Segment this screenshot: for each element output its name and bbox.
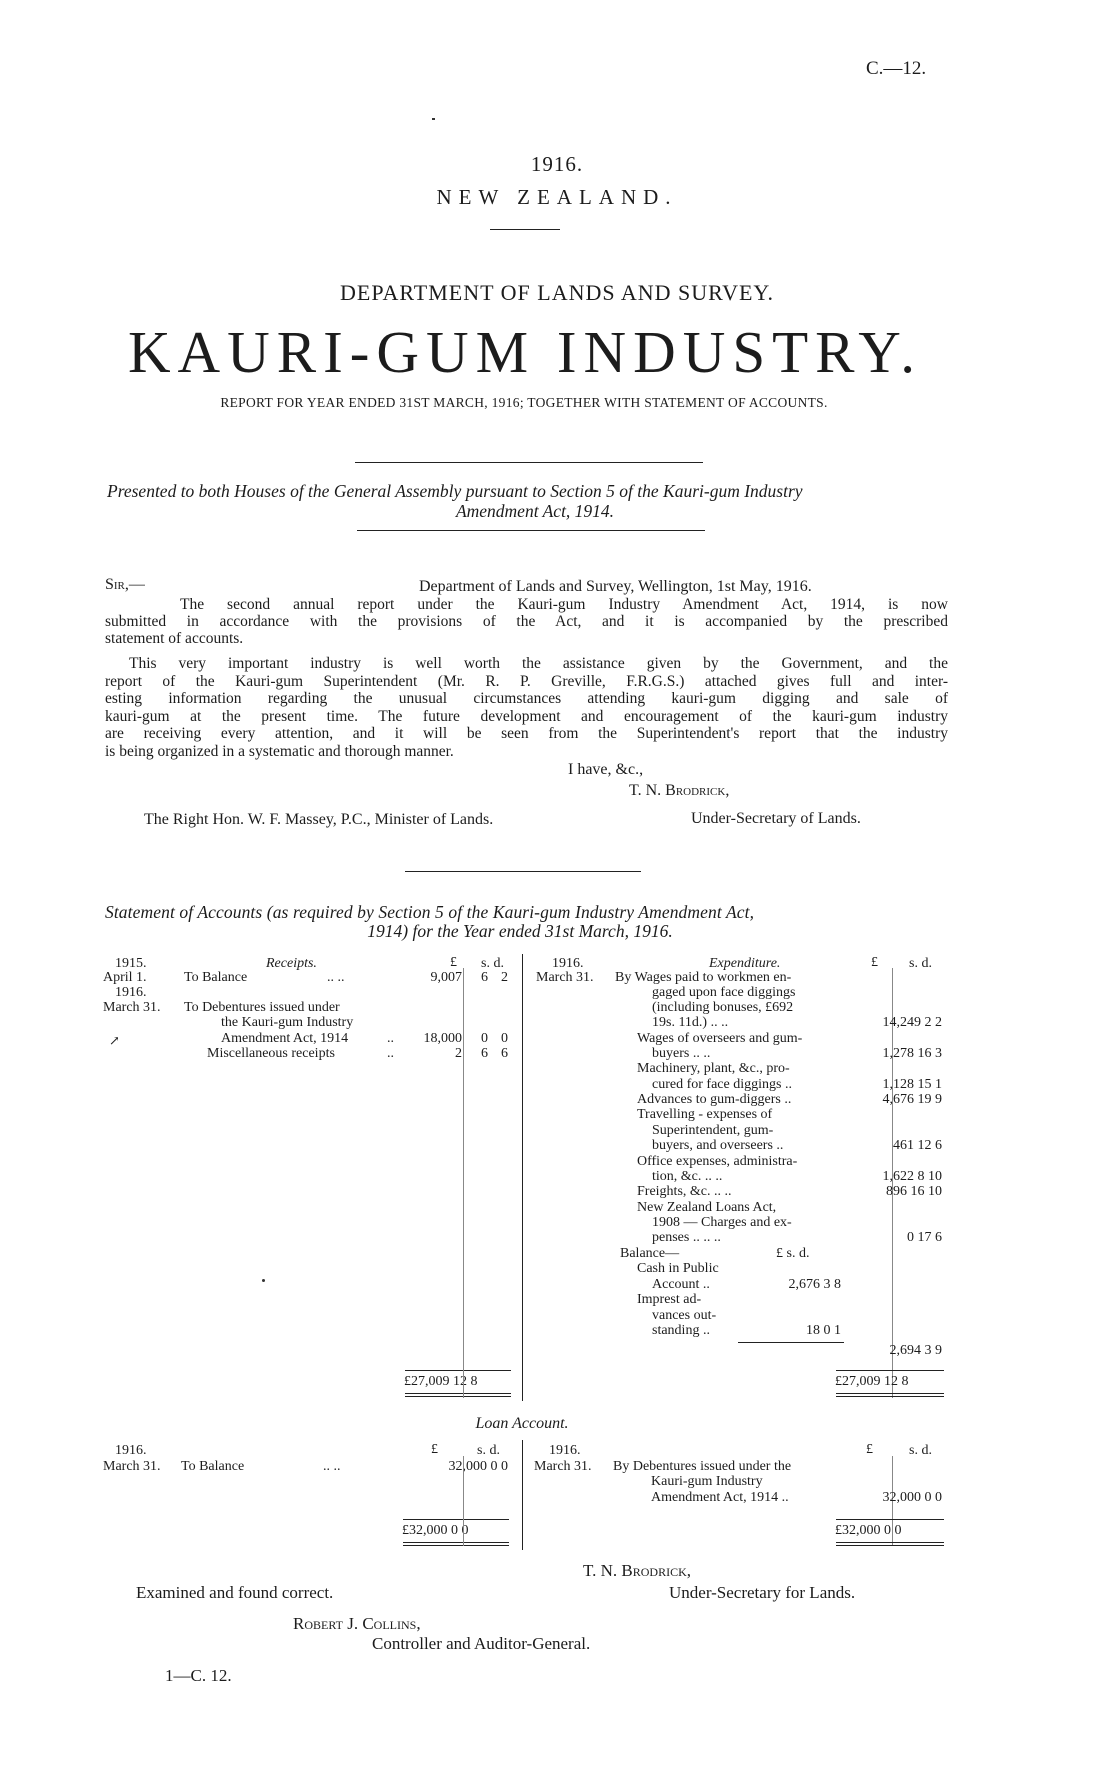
receipts-row-1-pounds: 9,007 <box>430 970 462 985</box>
loan-left-total-rule-top <box>403 1519 509 1520</box>
loan-account-title: Loan Account. <box>475 1415 569 1432</box>
balance-amount-2: 2,676 3 8 <box>788 1277 841 1292</box>
receipts-total-rule-bottom-2 <box>405 1396 511 1397</box>
receipts-row-6-leader: .. <box>387 1046 394 1061</box>
receipts-row-6-pounds: 2 <box>455 1046 462 1061</box>
paper-reference: C.—12. <box>866 58 927 79</box>
letter-signatory-title: Under-Secretary of Lands. <box>691 810 861 827</box>
loan-left-leader: .. .. <box>323 1459 341 1474</box>
loan-left-col-pounds: £ <box>431 1442 438 1457</box>
country: NEW ZEALAND. <box>436 185 678 209</box>
expenditure-line-15: Freights, &c. .. .. <box>637 1184 732 1199</box>
receipts-row-5-text: Amendment Act, 1914 <box>221 1031 349 1046</box>
presented-line-1: Presented to both Houses of the General Assembly pursuant to Section 5 of the Kauri-gum Industry <box>107 481 803 501</box>
statement-center-divider <box>522 954 523 1401</box>
loan-right-total: £32,000 0 0 <box>835 1523 902 1538</box>
balance-amount-5: 18 0 1 <box>806 1323 841 1338</box>
expenditure-amount-9: 4,676 19 9 <box>882 1092 942 1107</box>
loan-left-total-rule-bottom-1 <box>403 1542 509 1543</box>
footer-auditor-title: Controller and Auditor-General. <box>372 1634 591 1653</box>
balance-line-1: Cash in Public <box>637 1261 719 1276</box>
loan-left-total: £32,000 0 0 <box>402 1523 469 1538</box>
letter-paragraph-2-line-4: kauri-gum at the present time. The future development and encouragement of the kauri-gum industry <box>105 708 948 725</box>
expenditure-total-rule-bottom-1 <box>836 1393 944 1394</box>
expenditure-amount-6: 1,278 16 3 <box>882 1046 942 1061</box>
loan-left-date: March 31. <box>103 1459 161 1474</box>
letter-addressee: The Right Hon. W. F. Massey, P.C., Minister of Lands. <box>144 811 494 828</box>
expenditure-year: 1916. <box>552 956 584 971</box>
loan-right-line-1: By Debentures issued under the <box>613 1459 792 1474</box>
receipts-row-6-pence: 6 <box>501 1046 508 1061</box>
receipts-year: 1915. <box>115 956 147 971</box>
letter-salutation: Sir,— <box>105 576 145 593</box>
expenditure-date: March 31. <box>536 970 594 985</box>
loan-left-col-sd: s. d. <box>477 1443 500 1458</box>
letter-paragraph-2-line-6: is being organized in a systematic and thorough manner. <box>105 743 454 760</box>
balance-total: 2,694 3 9 <box>889 1343 942 1358</box>
expenditure-amount-12: 461 12 6 <box>893 1138 942 1153</box>
receipts-row-2-date: 1916. <box>115 985 147 1000</box>
statement-title-line-1: Statement of Accounts (as required by Section 5 of the Kauri-gum Industry Amendment Act, <box>105 902 755 922</box>
loan-left-pounds-divider <box>463 1456 464 1546</box>
loan-center-divider <box>522 1440 523 1550</box>
receipts-row-1-shillings: 6 <box>481 970 488 985</box>
footer-auditor: Robert J. Collins, <box>293 1614 421 1633</box>
year: 1916. <box>530 152 584 176</box>
receipts-row-4-text: the Kauri-gum Industry <box>221 1015 354 1030</box>
expenditure-line-2: gaged upon face diggings <box>652 985 796 1000</box>
loan-left-amount: 32,000 0 0 <box>448 1459 508 1474</box>
receipts-row-1-pence: 2 <box>501 970 508 985</box>
statement-title-line-2: 1914) for the Year ended 31st March, 1916. <box>367 921 673 941</box>
loan-right-col-pounds: £ <box>866 1442 873 1457</box>
letter-divider <box>405 871 641 872</box>
expenditure-total: £27,009 12 8 <box>835 1374 909 1389</box>
expenditure-line-4: 19s. 11d.) .. .. <box>652 1015 729 1030</box>
presented-line-2: Amendment Act, 1914. <box>455 501 615 521</box>
expenditure-line-16: New Zealand Loans Act, <box>637 1200 777 1215</box>
loan-right-year: 1916. <box>549 1443 581 1458</box>
letter-paragraph-2-line-3: esting information regarding the unusual circumstances attending kauri-gum digging and sale of <box>105 690 948 707</box>
speck-mark <box>432 118 435 120</box>
expenditure-total-rule-bottom-2 <box>836 1396 944 1397</box>
expenditure-col-pounds: £ <box>871 955 878 970</box>
loan-left-text: To Balance <box>181 1459 245 1474</box>
letter-dateline: Department of Lands and Survey, Wellington, 1st May, 1916. <box>419 578 812 595</box>
loan-right-date: March 31. <box>534 1459 592 1474</box>
balance-line-4: vances out- <box>652 1308 717 1323</box>
receipts-row-1-leader: .. .. <box>327 970 345 985</box>
loan-right-col-sd: s. d. <box>909 1443 932 1458</box>
receipts-pounds-divider <box>463 968 464 1398</box>
footer-examined: Examined and found correct. <box>136 1583 334 1602</box>
receipts-row-1-text: To Balance <box>184 970 248 985</box>
stray-ink-dot <box>262 1279 265 1282</box>
loan-right-line-2: Kauri-gum Industry <box>651 1474 763 1489</box>
expenditure-amount-15: 896 16 10 <box>886 1184 942 1199</box>
receipts-row-6-shillings: 6 <box>481 1046 488 1061</box>
balance-columns: £ s. d. <box>776 1246 810 1261</box>
expenditure-line-12: buyers, and overseers .. <box>652 1138 784 1153</box>
receipts-col-pounds: £ <box>450 955 457 970</box>
expenditure-line-13: Office expenses, administra- <box>637 1154 798 1169</box>
report-subtitle: REPORT FOR YEAR ENDED 31ST MARCH, 1916; TOGETHER WITH STATEMENT OF ACCOUNTS. <box>220 395 828 410</box>
receipts-total-rule-bottom-1 <box>405 1393 511 1394</box>
department-heading: DEPARTMENT OF LANDS AND SURVEY. <box>340 280 774 305</box>
balance-line-5: standing .. <box>652 1323 710 1338</box>
balance-line-3: Imprest ad- <box>637 1292 702 1307</box>
receipts-row-5-pence: 0 <box>501 1031 508 1046</box>
expenditure-line-7: Machinery, plant, &c., pro- <box>637 1061 790 1076</box>
receipts-row-5-pounds: 18,000 <box>423 1031 462 1046</box>
expenditure-line-3: (including bonuses, £692 <box>652 1000 794 1015</box>
expenditure-amount-4: 14,249 2 2 <box>882 1015 942 1030</box>
letter-paragraph-2-line-5: are receiving every attention, and it will be seen from the Superintendent's report that the industry <box>105 725 948 742</box>
receipts-col-sd: s. d. <box>481 956 504 971</box>
expenditure-amount-8: 1,128 15 1 <box>882 1077 942 1092</box>
expenditure-heading: Expenditure. <box>709 956 781 971</box>
expenditure-total-rule-top <box>836 1370 944 1371</box>
expenditure-line-10: Travelling - expenses of <box>637 1107 773 1122</box>
expenditure-amount-18: 0 17 6 <box>907 1230 942 1245</box>
loan-right-amount: 32,000 0 0 <box>882 1490 942 1505</box>
header-divider <box>490 229 560 230</box>
letter-paragraph-2-line-1: This very important industry is well worth the assistance given by the Government, and the <box>129 655 948 672</box>
expenditure-line-14: tion, &c. .. .. <box>652 1169 723 1184</box>
presented-rule-bottom <box>357 530 705 531</box>
letter-paragraph-2-line-2: report of the Kauri-gum Superintendent (Mr. R. P. Greville, F.R.G.S.) attached gives full and inter- <box>105 673 948 690</box>
footer-page-ref: 1—C. 12. <box>165 1666 232 1685</box>
loan-left-total-rule-bottom-2 <box>403 1545 509 1546</box>
letter-paragraph-1-line-3: statement of accounts. <box>105 630 244 647</box>
receipts-heading: Receipts. <box>266 956 317 971</box>
expenditure-col-sd: s. d. <box>909 956 932 971</box>
receipts-row-6-text: Miscellaneous receipts <box>207 1046 335 1061</box>
letter-closing: I have, &c., <box>568 761 644 778</box>
letter-paragraph-1-line-2: submitted in accordance with the provisions of the Act, and it is accompanied by the prescribed <box>105 613 948 630</box>
presented-rule-top <box>355 462 703 463</box>
receipts-row-1-date: April 1. <box>103 970 147 985</box>
expenditure-line-5: Wages of overseers and gum- <box>637 1031 803 1046</box>
loan-left-year: 1916. <box>115 1443 147 1458</box>
expenditure-line-8: cured for face diggings .. <box>652 1077 792 1092</box>
expenditure-line-1: By Wages paid to workmen en- <box>615 970 792 985</box>
receipts-row-5-leader: .. <box>387 1031 394 1046</box>
expenditure-line-11: Superintendent, gum- <box>652 1123 774 1138</box>
footer-signatory-title: Under-Secretary for Lands. <box>669 1583 856 1602</box>
document-title: KAURI-GUM INDUSTRY. <box>127 319 923 385</box>
stray-ink-mark: ↗ <box>109 1033 120 1048</box>
balance-label: Balance— <box>620 1246 680 1261</box>
expenditure-line-18: penses .. .. .. <box>652 1230 721 1245</box>
loan-right-total-rule-top <box>836 1519 944 1520</box>
expenditure-amount-14: 1,622 8 10 <box>882 1169 942 1184</box>
receipts-row-3-date: March 31. <box>103 1000 161 1015</box>
loan-right-total-rule-bottom-1 <box>836 1542 944 1543</box>
receipts-total-rule-top <box>405 1370 511 1371</box>
letter-paragraph-1-line-1: The second annual report under the Kauri-gum Industry Amendment Act, 1914, is now <box>180 596 948 613</box>
expenditure-line-17: 1908 — Charges and ex- <box>652 1215 792 1230</box>
loan-right-line-3: Amendment Act, 1914 .. <box>651 1490 789 1505</box>
expenditure-line-6: buyers .. .. <box>652 1046 711 1061</box>
balance-line-2: Account .. <box>652 1277 710 1292</box>
letter-signatory: T. N. Brodrick, <box>629 782 730 799</box>
receipts-row-5-shillings: 0 <box>481 1031 488 1046</box>
receipts-total: £27,009 12 8 <box>404 1374 478 1389</box>
footer-signatory: T. N. Brodrick, <box>583 1561 691 1580</box>
expenditure-line-9: Advances to gum-diggers .. <box>637 1092 792 1107</box>
receipts-row-3-text: To Debentures issued under <box>184 1000 340 1015</box>
loan-right-total-rule-bottom-2 <box>836 1545 944 1546</box>
